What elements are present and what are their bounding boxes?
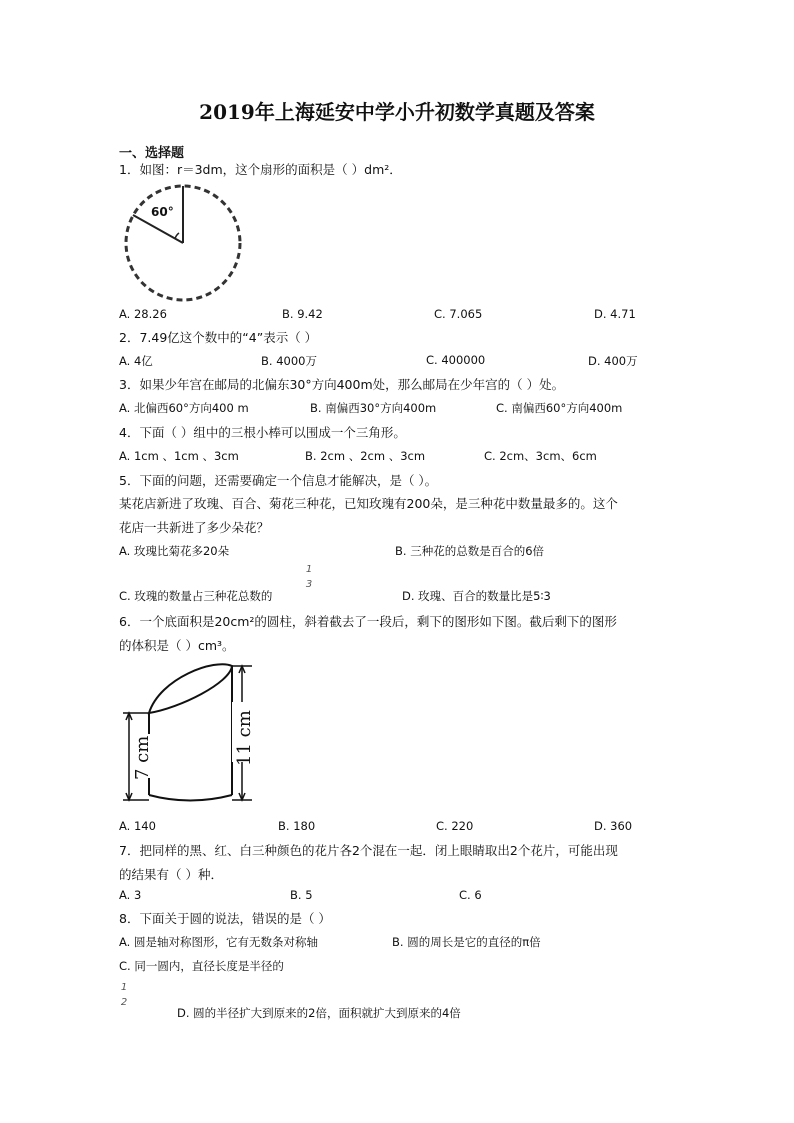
cut-cylinder-figure <box>120 658 260 808</box>
question-2: 2．7.49亿这个数中的“4”表示（ ） <box>119 330 318 345</box>
question-8: 8．下面关于圆的说法，错误的是（ ） <box>119 911 331 926</box>
q2-option-d[interactable]: D. 400万 <box>588 354 638 368</box>
q5-body-line-1: 某花店新进了玫瑰、百合、菊花三种花，已知玫瑰有200朵，是三种花中数量最多的。这个 <box>119 496 618 511</box>
cylinder-bottom-arc <box>149 795 232 801</box>
question-3: 3．如果少年宫在邮局的北偏东30°方向400m处，那么邮局在少年宫的（ ）处。 <box>119 377 565 392</box>
q1-option-b[interactable]: B. 9.42 <box>282 307 323 321</box>
q4-option-a[interactable]: A. 1cm 、1cm 、3cm <box>119 449 239 463</box>
label-7cm: 7 cm <box>132 735 153 780</box>
angle-label: 60° <box>151 205 174 219</box>
q4-option-b[interactable]: B. 2cm 、2cm 、3cm <box>305 449 426 463</box>
q6-option-b[interactable]: B. 180 <box>278 819 316 833</box>
question-7-line-1: 7．把同样的黑、红、白三种颜色的花片各2个混在一起．闭上眼睛取出2个花片，可能出现 <box>119 843 618 858</box>
q8-option-d[interactable]: D. 圆的半径扩大到原来的2倍，面积就扩大到原来的4倍 <box>177 1006 461 1020</box>
question-5: 5．下面的问题，还需要确定一个信息才能解决，是（ ）。 <box>119 473 438 488</box>
q4-option-c[interactable]: C. 2cm、3cm、6cm <box>484 449 597 463</box>
q6-option-c[interactable]: C. 220 <box>436 819 474 833</box>
question-6-line-2: 的体积是（ ）cm³。 <box>119 638 235 653</box>
q8-option-c[interactable]: C. 同一圆内，直径长度是半径的 <box>119 959 284 973</box>
section-heading: 一、选择题 <box>119 146 185 161</box>
q8-option-a[interactable]: A. 圆是轴对称图形，它有无数条对称轴 <box>119 935 318 949</box>
fraction-numerator: 1 <box>120 982 128 993</box>
question-1: 1．如图：r＝3dm，这个扇形的面积是（ ）dm²． <box>119 162 402 177</box>
question-4: 4．下面（ ）组中的三根小棒可以围成一个三角形。 <box>119 425 406 440</box>
page-title: 2019年上海延安中学小升初数学真题及答案 <box>199 100 595 124</box>
q6-option-a[interactable]: A. 140 <box>119 819 156 833</box>
q6-option-d[interactable]: D. 360 <box>594 819 633 833</box>
slanted-cut-ellipse <box>149 664 232 713</box>
fraction-numerator: 1 <box>305 564 313 575</box>
fraction-denominator: 2 <box>120 997 128 1008</box>
q1-option-a[interactable]: A. 28.26 <box>119 307 167 321</box>
q1-option-c[interactable]: C. 7.065 <box>434 307 483 321</box>
fraction-denominator: 3 <box>305 579 313 590</box>
question-6-line-1: 6．一个底面积是20cm²的圆柱，斜着截去了一段后，剩下的图形如下图。截后剩下的图形 <box>119 614 617 629</box>
q5-body-line-2: 花店一共新进了多少朵花？ <box>119 520 270 535</box>
q5-option-c[interactable]: C. 玫瑰的数量占三种花总数的 <box>119 589 273 603</box>
q8-option-b[interactable]: B. 圆的周长是它的直径的π倍 <box>392 935 541 949</box>
q5-option-b[interactable]: B. 三种花的总数是百合的6倍 <box>395 544 545 558</box>
angle-arc <box>175 233 179 239</box>
q7-option-c[interactable]: C. 6 <box>459 888 482 902</box>
q3-option-a[interactable]: A. 北偏西60°方向400 m <box>119 401 249 415</box>
q5-fraction <box>304 565 314 589</box>
q3-option-c[interactable]: C. 南偏西60°方向400m <box>496 401 623 415</box>
label-11cm: 11 cm <box>234 710 255 766</box>
q7-option-b[interactable]: B. 5 <box>290 888 313 902</box>
q5-option-d[interactable]: D. 玫瑰、百合的数量比是5∶3 <box>402 589 551 603</box>
sector-figure <box>118 182 248 307</box>
q2-option-a[interactable]: A. 4亿 <box>119 354 153 368</box>
question-7-line-2: 的结果有（ ）种． <box>119 867 223 882</box>
q1-option-d[interactable]: D. 4.71 <box>594 307 636 321</box>
q2-option-b[interactable]: B. 4000万 <box>261 354 317 368</box>
q2-option-c[interactable]: C. 400000 <box>426 353 486 367</box>
q5-option-a[interactable]: A. 玫瑰比菊花多20朵 <box>119 544 230 558</box>
q7-option-a[interactable]: A. 3 <box>119 888 142 902</box>
q8-fraction <box>119 983 129 1007</box>
q3-option-b[interactable]: B. 南偏西30°方向400m <box>310 401 437 415</box>
